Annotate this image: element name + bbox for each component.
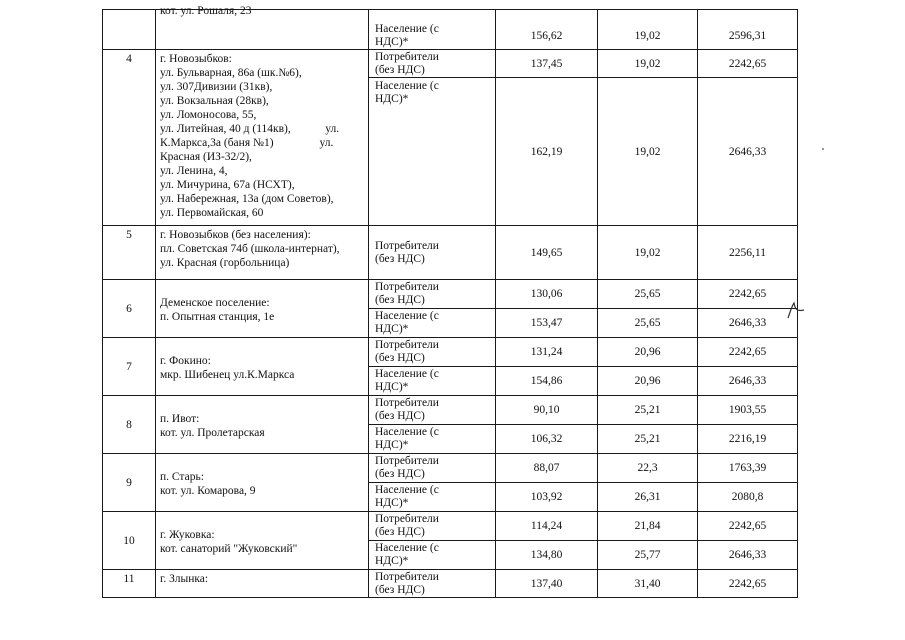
value-third: 1763,39 xyxy=(698,454,798,483)
tariff-value: 114,24 xyxy=(496,512,598,541)
tariff-value: 134,80 xyxy=(496,541,598,570)
value-second: 25,65 xyxy=(598,309,698,338)
row-number: 10 xyxy=(103,512,156,570)
value-third: 2646,33 xyxy=(698,78,798,226)
value-third: 1903,55 xyxy=(698,396,798,425)
address-cell: г. Новозыбков: ул. Бульварная, 86а (шк.№6), ул. 307Дивизии (31кв), ул. Вокзальная (28кв), ул. Ломоносова, 55, ул. Литейная, 40 д (114кв), ул. К.Маркса,3а (баня №1) ул. Красная (ИЗ-32/2), ул. Ленина, 4, ул. Мичурина, 67а (НСХТ), ул. Набережная, 13а (дом Советов), ул. Первомайская, 60 xyxy=(156,50,369,226)
consumer-category: Население (с НДС)* xyxy=(369,367,496,396)
value-third: 2646,33 xyxy=(698,309,798,338)
value-third: 2242,65 xyxy=(698,280,798,309)
tariff-value: 153,47 xyxy=(496,309,598,338)
value-second: 25,21 xyxy=(598,396,698,425)
value-third: 2596,31 xyxy=(698,10,798,50)
row-number: 5 xyxy=(103,226,156,280)
consumer-category: Потребители (без НДС) xyxy=(369,454,496,483)
value-second: 19,02 xyxy=(598,226,698,280)
tariff-value: 106,32 xyxy=(496,425,598,454)
row-number: 6 xyxy=(103,280,156,338)
tariff-value: 130,06 xyxy=(496,280,598,309)
table-row xyxy=(103,338,798,367)
pen-mark xyxy=(784,300,808,322)
value-third: 2242,65 xyxy=(698,570,798,598)
address-cell: г. Фокино: мкр. Шибенец ул.К.Маркса xyxy=(156,338,369,396)
table-row xyxy=(103,454,798,483)
value-third: 2242,65 xyxy=(698,512,798,541)
value-third: 2256,11 xyxy=(698,226,798,280)
value-second: 20,96 xyxy=(598,338,698,367)
consumer-category: Потребители (без НДС) xyxy=(369,570,496,598)
tariff-value: 90,10 xyxy=(496,396,598,425)
table-row xyxy=(103,570,798,598)
tariff-value: 137,40 xyxy=(496,570,598,598)
row-number: 9 xyxy=(103,454,156,512)
address-cell: п. Старь: кот. ул. Комарова, 9 xyxy=(156,454,369,512)
value-third: 2216,19 xyxy=(698,425,798,454)
tariff-value: 88,07 xyxy=(496,454,598,483)
tariff-value: 137,45 xyxy=(496,50,598,78)
value-second: 19,02 xyxy=(598,78,698,226)
value-third: 2646,33 xyxy=(698,367,798,396)
table-row xyxy=(103,512,798,541)
scan-speck xyxy=(822,148,824,150)
consumer-category: Население (с НДС)* xyxy=(369,483,496,512)
value-second: 21,84 xyxy=(598,512,698,541)
row-number xyxy=(103,10,156,50)
tariff-table-body xyxy=(103,5,798,598)
address-cell: г. Злынка: xyxy=(156,570,369,598)
row-number: 7 xyxy=(103,338,156,396)
table-row xyxy=(103,280,798,309)
address-cell: г. Новозыбков (без населения): пл. Советская 74б (школа-интернат), ул. Красная (горбольница) xyxy=(156,226,369,280)
value-second: 25,65 xyxy=(598,280,698,309)
table-row xyxy=(103,396,798,425)
tariff-value: 162,19 xyxy=(496,78,598,226)
consumer-category: Потребители (без НДС) xyxy=(369,226,496,280)
address-cell: г. Жуковка: кот. санаторий "Жуковский" xyxy=(156,512,369,570)
consumer-category: Потребители (без НДС) xyxy=(369,396,496,425)
value-second: 22,3 xyxy=(598,454,698,483)
value-second: 19,02 xyxy=(598,10,698,50)
value-third: 2080,8 xyxy=(698,483,798,512)
value-second: 20,96 xyxy=(598,367,698,396)
tariff-table xyxy=(102,5,798,598)
value-third: 2242,65 xyxy=(698,50,798,78)
row-number: 8 xyxy=(103,396,156,454)
row-number: 11 xyxy=(103,570,156,598)
consumer-category: Потребители (без НДС) xyxy=(369,280,496,309)
value-third: 2242,65 xyxy=(698,338,798,367)
table-row xyxy=(103,226,798,280)
value-second: 31,40 xyxy=(598,570,698,598)
consumer-category: Население (с НДС)* xyxy=(369,309,496,338)
value-second: 26,31 xyxy=(598,483,698,512)
value-second: 25,21 xyxy=(598,425,698,454)
consumer-category: Потребители (без НДС) xyxy=(369,50,496,78)
consumer-category: Население (с НДС)* xyxy=(369,541,496,570)
tariff-value: 154,86 xyxy=(496,367,598,396)
consumer-category: Население (с НДС)* xyxy=(369,78,496,226)
table-row xyxy=(103,50,798,78)
value-third: 2646,33 xyxy=(698,541,798,570)
consumer-category: Потребители (без НДС) xyxy=(369,512,496,541)
tariff-value: 156,62 xyxy=(496,10,598,50)
consumer-category: Население (с НДС)* xyxy=(369,10,496,50)
tariff-value: 131,24 xyxy=(496,338,598,367)
table-row xyxy=(103,10,798,50)
consumer-category: Население (с НДС)* xyxy=(369,425,496,454)
value-second: 25,77 xyxy=(598,541,698,570)
tariff-value: 149,65 xyxy=(496,226,598,280)
consumer-category: Потребители (без НДС) xyxy=(369,338,496,367)
tariff-value: 103,92 xyxy=(496,483,598,512)
address-cell: кот. ул. Рошаля, 23 xyxy=(156,4,369,44)
address-cell: п. Ивот: кот. ул. Пролетарская xyxy=(156,396,369,454)
row-number: 4 xyxy=(103,50,156,226)
value-second: 19,02 xyxy=(598,50,698,78)
address-cell: Деменское поселение: п. Опытная станция, 1е xyxy=(156,280,369,338)
